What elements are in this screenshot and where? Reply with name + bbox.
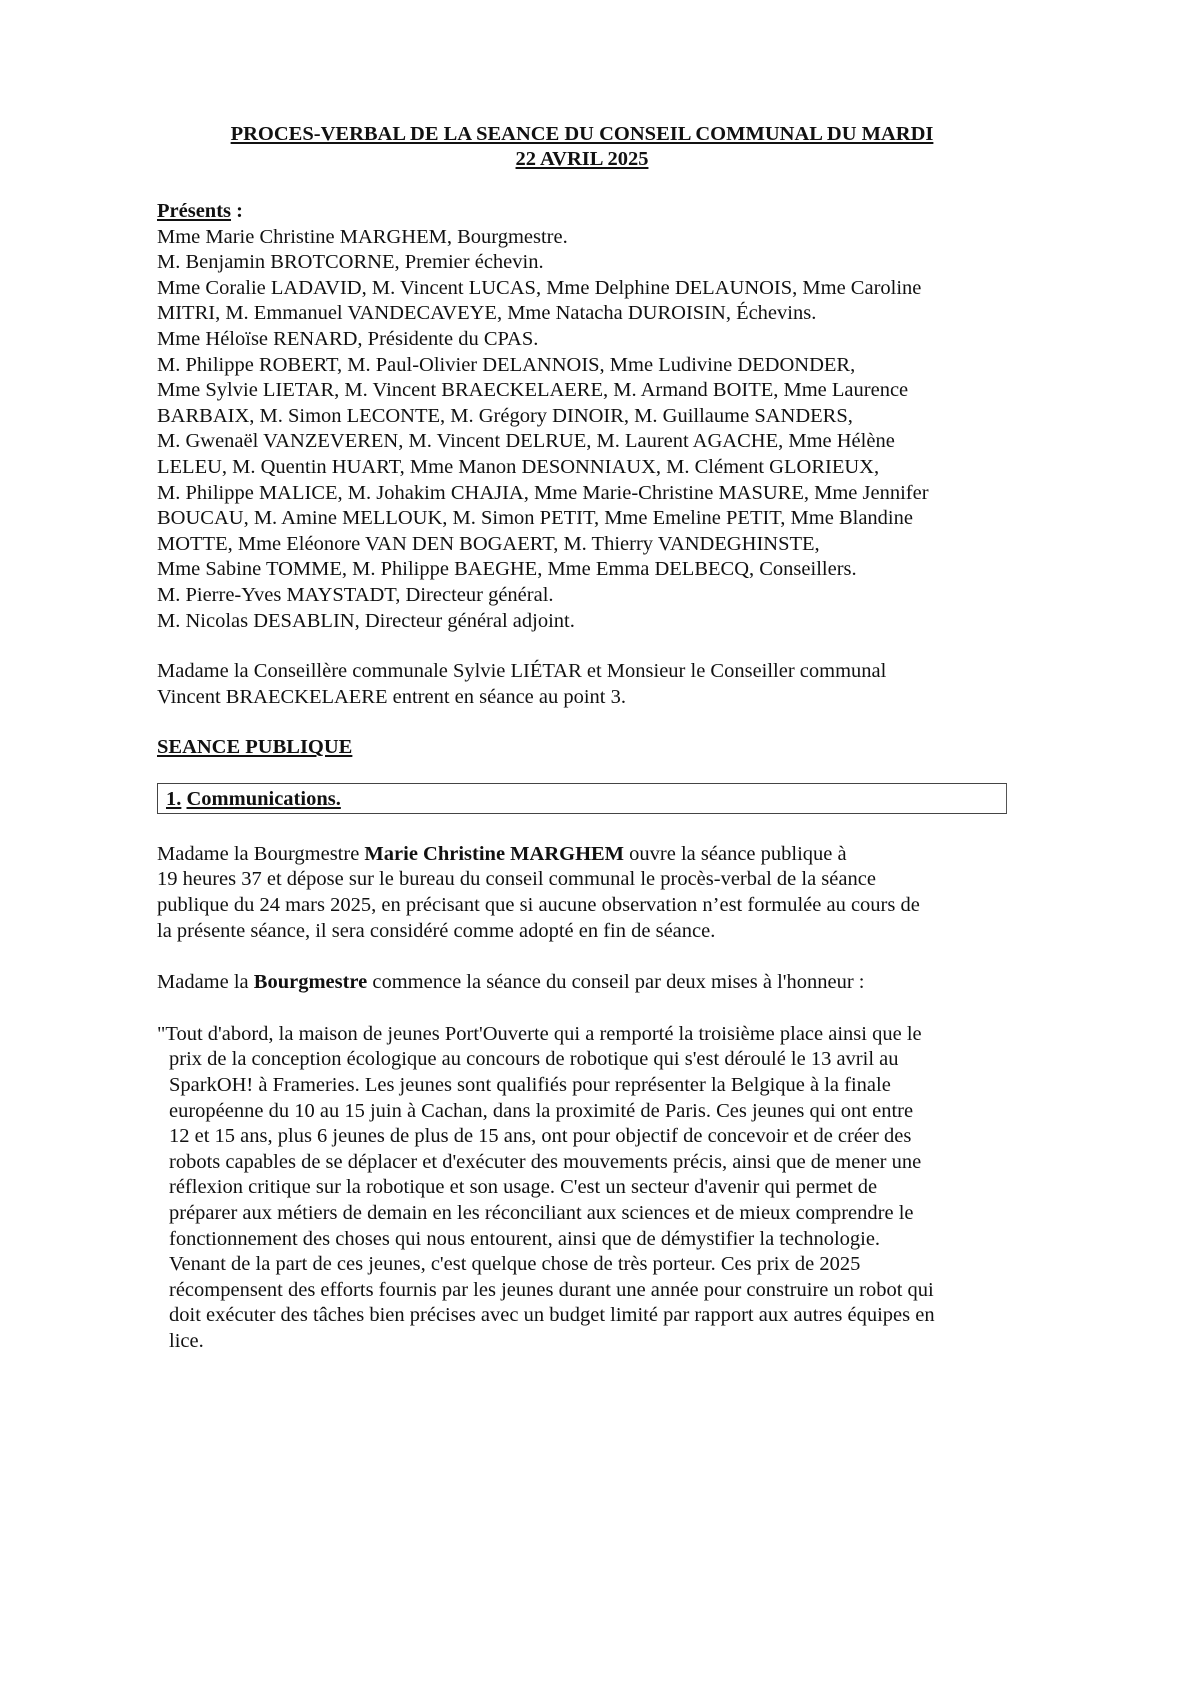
- entry-note-line: Vincent BRAECKELAERE entrent en séance au point 3.: [157, 685, 627, 708]
- presents-line: Mme Sylvie LIETAR, M. Vincent BRAECKELAERE, M. Armand BOITE, Mme Laurence: [157, 379, 909, 402]
- presents-line: Mme Coralie LADAVID, M. Vincent LUCAS, Mme Delphine DELAUNOIS, Mme Caroline: [157, 276, 922, 299]
- opening-line: la présente séance, il sera considéré comme adopté en fin de séance.: [157, 919, 716, 942]
- opening-line: Madame la Bourgmestre Marie Christine MARGHEM ouvre la séance publique à: [157, 842, 847, 865]
- opening-paragraph: [157, 842, 1007, 944]
- honours-paragraph: Madame la Bourgmestre commence la séance du conseil par deux mises à l'honneur :: [157, 971, 865, 994]
- section-heading-seance-publique: SEANCE PUBLIQUE: [157, 736, 353, 759]
- presents-line: Mme Héloïse RENARD, Présidente du CPAS.: [157, 327, 539, 350]
- presents-line: LELEU, M. Quentin HUART, Mme Manon DESONNIAUX, M. Clément GLORIEUX,: [157, 455, 880, 478]
- opening-line: 19 heures 37 et dépose sur le bureau du conseil communal le procès-verbal de la séance: [157, 868, 876, 891]
- title-line-2: 22 AVRIL 2025: [515, 148, 649, 170]
- title-line-1: PROCES-VERBAL DE LA SEANCE DU CONSEIL COMMUNAL DU MARDI: [230, 123, 934, 145]
- quote-line: lice.: [169, 1329, 204, 1352]
- presents-line: M. Gwenaël VANZEVEREN, M. Vincent DELRUE, M. Laurent AGACHE, Mme Hélène: [157, 430, 895, 453]
- quote-line: récompensent des efforts fournis par les jeunes durant une année pour construire un robot qui: [169, 1278, 934, 1301]
- document-page: [157, 122, 1007, 1355]
- presents-line: M. Pierre-Yves MAYSTADT, Directeur général.: [157, 583, 554, 606]
- quote-line: 12 et 15 ans, plus 6 jeunes de plus de 15 ans, ont pour objectif de concevoir et de créer des: [169, 1125, 912, 1148]
- quote-line: européenne du 10 au 15 juin à Cachan, dans la proximité de Paris. Ces jeunes qui ont entre: [169, 1099, 914, 1122]
- quote-line: réflexion critique sur la robotique et son usage. C'est un secteur d'avenir qui permet de: [169, 1176, 878, 1199]
- quote-line: SparkOH! à Frameries. Les jeunes sont qualifiés pour représenter la Belgique à la finale: [169, 1074, 891, 1097]
- agenda-item-title: Communications.: [186, 787, 341, 810]
- quote-line: prix de la conception écologique au concours de robotique qui s'est déroulé le 13 avril au: [169, 1048, 899, 1071]
- presents-line: Mme Sabine TOMME, M. Philippe BAEGHE, Mme Emma DELBECQ, Conseillers.: [157, 558, 857, 581]
- quote-line: Venant de la part de ces jeunes, c'est quelque chose de très porteur. Ces prix de 2025: [169, 1253, 861, 1276]
- presents-line: M. Philippe ROBERT, M. Paul-Olivier DELANNOIS, Mme Ludivine DEDONDER,: [157, 353, 856, 376]
- presents-list: [157, 225, 1007, 635]
- quote-paragraph: [157, 1022, 1007, 1355]
- quote-line: doit exécuter des tâches bien précises avec un budget limité par rapport aux autres équipes en: [169, 1304, 935, 1327]
- quote-line: préparer aux métiers de demain en les réconciliant aux sciences et de mieux comprendre le: [169, 1202, 914, 1224]
- entry-note: [157, 659, 1007, 710]
- presents-section: [157, 199, 1007, 634]
- quote-first-line: "Tout d'abord, la maison de jeunes Port'Ouverte qui a remporté la troisième place ainsi que le: [157, 1022, 922, 1045]
- agenda-item-number: 1.: [166, 787, 182, 810]
- presents-line: MOTTE, Mme Eléonore VAN DEN BOGAERT, M. Thierry VANDEGHINSTE,: [157, 532, 820, 555]
- entry-note-line: Madame la Conseillère communale Sylvie LIÉTAR et Monsieur le Conseiller communal: [157, 660, 887, 683]
- presents-line: M. Philippe MALICE, M. Johakim CHAJIA, Mme Marie-Christine MASURE, Mme Jennifer: [157, 481, 929, 504]
- presents-line: M. Benjamin BROTCORNE, Premier échevin.: [157, 251, 544, 274]
- presents-line: Mme Marie Christine MARGHEM, Bourgmestre.: [157, 225, 568, 248]
- document-title: [157, 122, 1007, 172]
- presents-line: BOUCAU, M. Amine MELLOUK, M. Simon PETIT, Mme Emeline PETIT, Mme Blandine: [157, 507, 913, 530]
- presents-heading: Présents :: [157, 200, 243, 222]
- presents-line: MITRI, M. Emmanuel VANDECAVEYE, Mme Natacha DUROISIN, Échevins.: [157, 302, 817, 325]
- presents-line: M. Nicolas DESABLIN, Directeur général adjoint.: [157, 609, 575, 632]
- presents-line: BARBAIX, M. Simon LECONTE, M. Grégory DINOIR, M. Guillaume SANDERS,: [157, 404, 853, 427]
- quote-line: fonctionnement des choses qui nous entourent, ainsi que de démystifier la technologie.: [169, 1227, 881, 1250]
- quote-line: robots capables de se déplacer et d'exécuter des mouvements précis, ainsi que de mener une: [169, 1150, 922, 1173]
- agenda-item-box: [157, 783, 1007, 814]
- opening-line: publique du 24 mars 2025, en précisant que si aucune observation n’est formulée au cours de: [157, 894, 920, 917]
